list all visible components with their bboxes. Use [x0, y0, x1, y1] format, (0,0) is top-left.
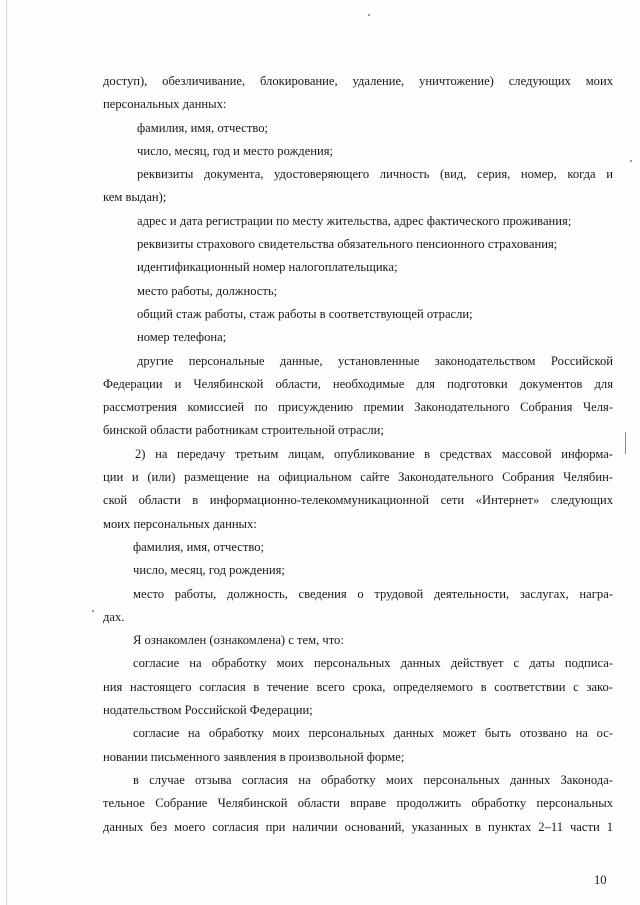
text-line: согласие на обработку моих персональных данных действует с даты подписа-: [133, 656, 613, 671]
text-line: согласие на обработку моих персональных данных может быть отозвано на ос-: [133, 726, 613, 741]
text-line: фамилия, имя, отчество;: [133, 539, 264, 554]
text-line: номер телефона;: [137, 330, 227, 345]
text-line: доступ), обезличивание, блокирование, удаление, уничтожение) следующих моих: [103, 74, 613, 88]
text-line: 2) на передачу третьим лицам, опубликование в средствах массовой информа-: [135, 446, 613, 461]
text-line: другие персональные данные, установленные законодательством Российской: [137, 353, 613, 368]
text-line: Федерации и Челябинской области, необходимые для подготовки документов для: [103, 376, 613, 391]
text-line: тельное Собрание Челябинской области вправе продолжить обработку персональных: [103, 796, 613, 811]
scan-speck: [368, 14, 370, 16]
text-line: данных без моего согласия при наличии оснований, указанных в пунктах 2–11 части 1: [103, 819, 613, 834]
scan-speck: [92, 610, 94, 612]
text-line: число, месяц, год и место рождения;: [137, 143, 334, 158]
text-line: ской области в информационно-телекоммуникационной сети «Интернет» следующих: [103, 493, 613, 508]
text-line: место работы, должность;: [137, 283, 278, 298]
text-line: идентификационный номер налогоплательщика;: [137, 260, 398, 275]
text-line: дах.: [103, 609, 125, 624]
scan-left-edge: [6, 0, 7, 905]
text-line: бинской области работникам строительной отрасли;: [103, 423, 384, 438]
text-line: моих персональных данных:: [103, 516, 257, 531]
text-line: новании письменного заявления в произвольной форме;: [103, 749, 405, 764]
text-line: адрес и дата регистрации по месту жительства, адрес фактического проживания;: [137, 213, 572, 228]
text-line: реквизиты страхового свидетельства обязательного пенсионного страхования;: [137, 237, 558, 252]
text-line: в случае отзыва согласия на обработку моих персональных данных Законода-: [133, 772, 613, 787]
text-line: общий стаж работы, стаж работы в соответствующей отрасли;: [137, 306, 473, 321]
text-line: ции и (или) размещение на официальном сайте Законодательного Собрания Челябин-: [103, 470, 613, 485]
scan-speck: [630, 160, 632, 162]
document-body: [103, 70, 613, 839]
text-line: Я ознакомлен (ознакомлена) с тем, что:: [133, 633, 344, 648]
text-line: персональных данных:: [103, 97, 227, 112]
text-line: число, месяц, год рождения;: [133, 563, 285, 578]
text-line: фамилия, имя, отчество;: [137, 120, 268, 135]
text-line: нодательством Российской Федерации;: [103, 703, 313, 718]
page-number: 10: [594, 873, 607, 887]
text-line: место работы, должность, сведения о трудовой деятельности, заслугах, награ-: [133, 586, 613, 601]
text-line: рассмотрения комиссией по присуждению премии Законодательного Собрания Челя-: [103, 400, 613, 415]
text-line: реквизиты документа, удостоверяющего личность (вид, серия, номер, когда и: [137, 167, 613, 182]
text-line: кем выдан);: [103, 190, 167, 205]
scan-mark: [625, 432, 626, 454]
text-line: ния настоящего согласия в течение всего срока, определяемого в соответствии с зако-: [103, 679, 613, 694]
